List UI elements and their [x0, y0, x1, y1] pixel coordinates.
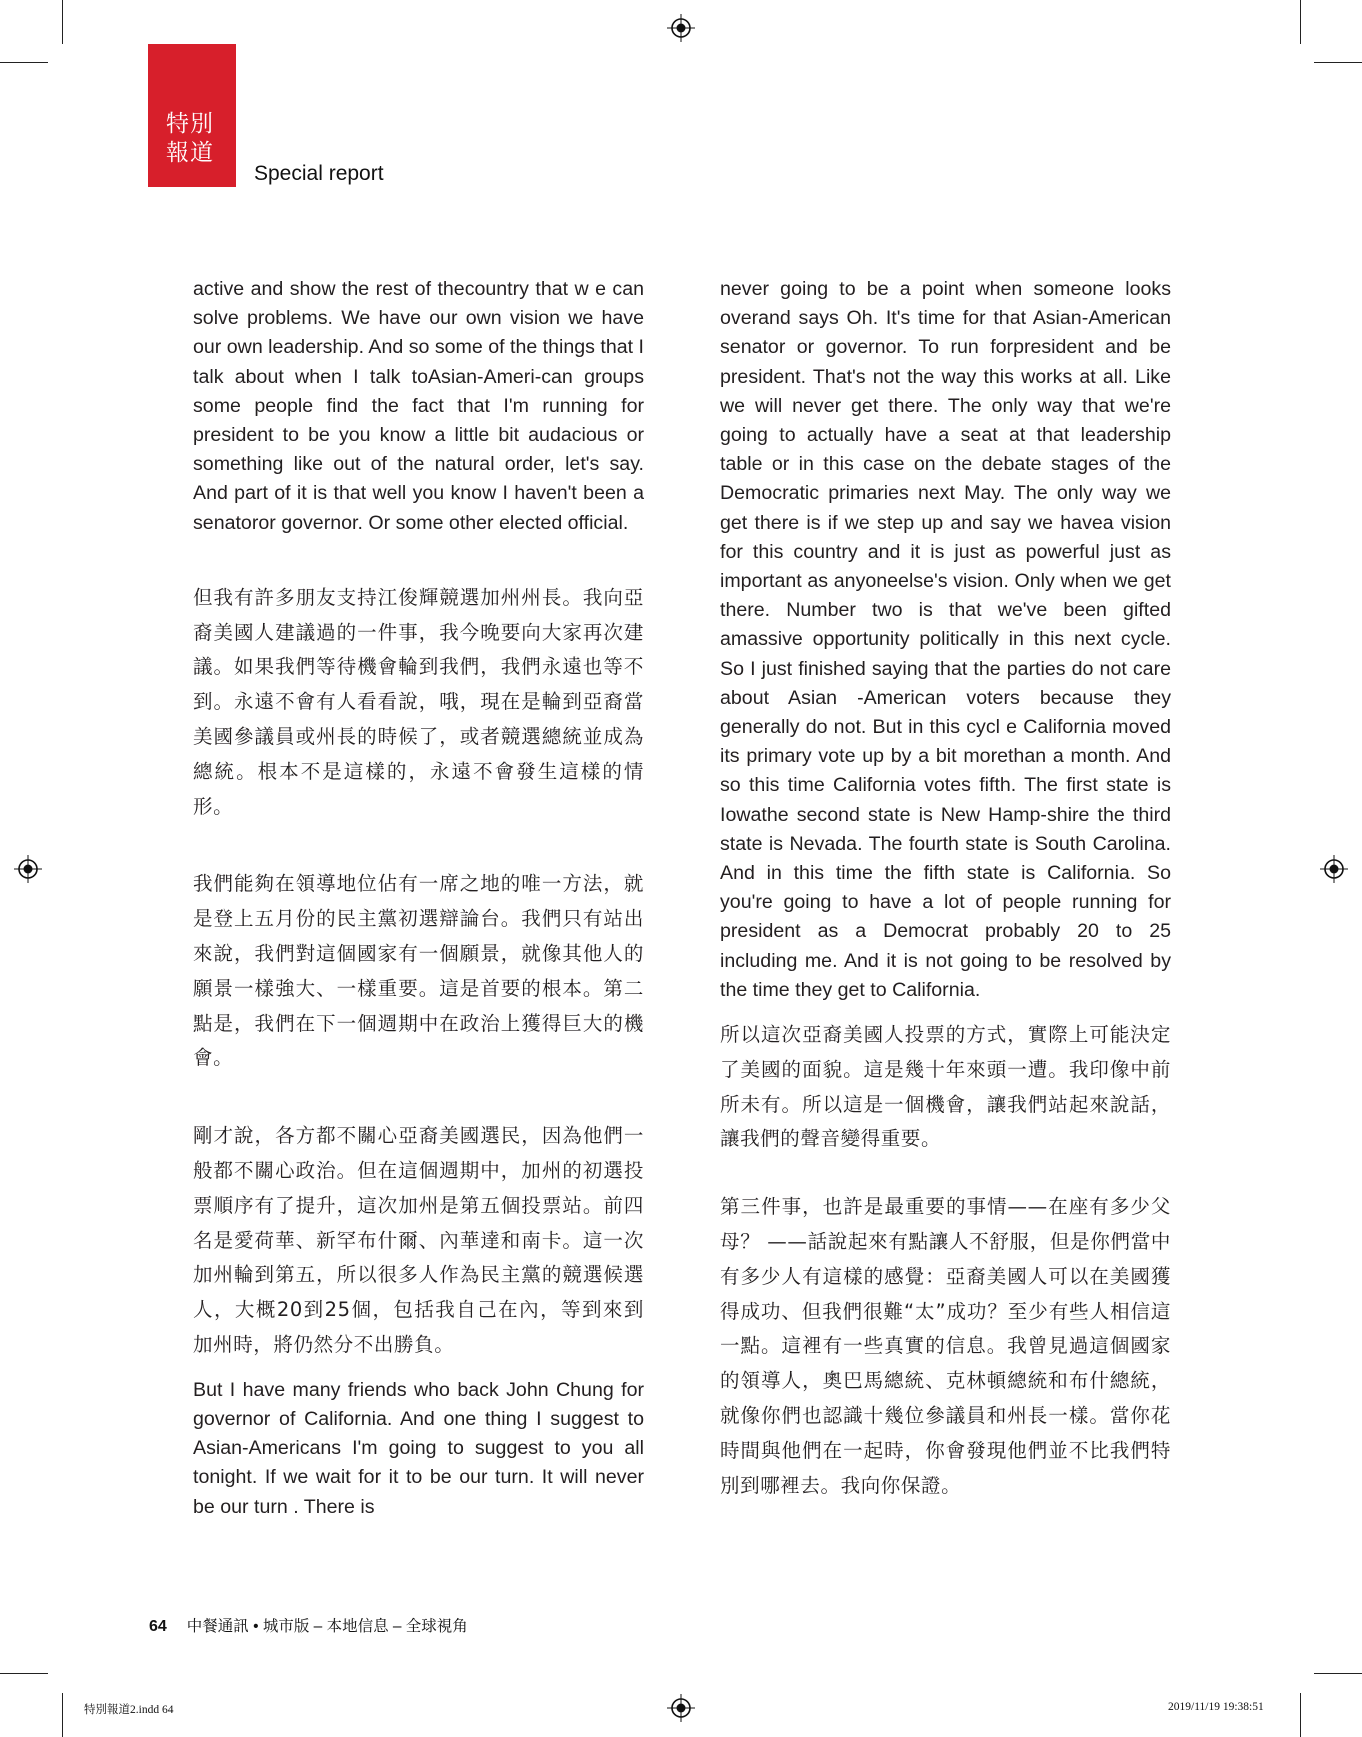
crop-mark [0, 62, 48, 63]
right-column [720, 275, 1171, 1503]
crop-mark [1314, 62, 1362, 63]
page-number: 64 [149, 1618, 167, 1635]
paragraph-zh: 我們能夠在領導地位佔有一席之地的唯一方法，就是登上五月份的民主黨初選辯論台。我們只有站出來說，我們對這個國家有一個願景，就像其他人的願景一樣強大、一樣重要。這是首要的根本。第二點是，我們在下一個週期中在政治上獲得巨大的機會。 [193, 872, 644, 1070]
paragraph-zh: 但我有許多朋友支持江俊輝競選加州州長。我向亞裔美國人建議過的一件事，我今晚要向大家再次建議。如果我們等待機會輪到我們，我們永遠也等不到。永遠不會有人看看說，哦，現在是輪到亞裔當美國參議員或州長的時候了，或者競選總統並成為總統。根本不是這樣的，永遠不會發生這樣的情形。 [193, 585, 644, 818]
crop-mark [1314, 1673, 1362, 1674]
registration-mark-icon [667, 1694, 695, 1722]
registration-mark-icon [14, 855, 42, 883]
paragraph-en: active and show the rest of thecountry that w e can solve problems. We have our own vision we have our own leadership. And so some of the things that I talk about when I talk toAsian-Ameri-can groups some people find the fact that I'm running for president to be you know a little bit audacious or something like out of the natural order, let's say. And part of it is that well you know I haven't been a senatoror governor. Or some other elected official. [193, 278, 644, 534]
section-label: Special report [254, 162, 384, 185]
section-tag-line1: 特別 [166, 111, 214, 137]
paragraph-en: But I have many friends who back John Chung for governor of California. And one thing I suggest to Asian-Americans I'm going to suggest to you all tonight. If we wait for it to be our turn. It will never be our turn . There is [193, 1378, 644, 1518]
paragraph-en: never going to be a point when someone looks overand says Oh. It's time for that Asian-American senator or governor. To run forpresident and be president. That's not the way this works at all. Like we will never get there. The only way that we're going to actually have a seat at that leadership table or in this case on the debate stages of the Democratic primaries next May. The only way we get there is if we step up and say we havea vision for this country and it is just as powerful just as important as anyoneelse's vision. Only when we get there. Number two is that we've been gifted amassive opportunity politically in this next cycle. So I just finished saying that the parties do not care about Asian -American voters because they generally do not. But in this cycl e California moved its primary vote up by a bit morethan a month. And so this time California votes fifth. The first state is Iowathe second state is New Hamp-shire the third state is Nevada. The fourth state is South Carolina. And in this time the fifth state is California. So you're going to have a lot of people running for president as a Democrat probably 20 to 25 including me. And it is not going to be resolved by the time they get to California. [720, 278, 1171, 1001]
crop-mark [62, 1693, 63, 1737]
crop-mark [0, 1673, 48, 1674]
registration-mark-icon [667, 14, 695, 42]
left-column [193, 275, 644, 1522]
section-tag-text [166, 110, 226, 168]
publication-name: 中餐通訊 • 城市版 – 本地信息 – 全球視角 [186, 1618, 468, 1635]
print-slug-time: 2019/11/19 19:38:51 [1168, 1701, 1264, 1713]
section-tag-line2: 報道 [166, 140, 214, 166]
paragraph-zh: 剛才說，各方都不關心亞裔美國選民，因為他們一般都不關心政治。但在這個週期中，加州的初選投票順序有了提升，這次加州是第五個投票站。前四名是愛荷華、新罕布什爾、內華達和南卡。這一次加州輪到第五，所以很多人作為民主黨的競選候選人，大概20到25個，包括我自己在內，等到來到加州時，將仍然分不出勝負。 [193, 1124, 644, 1356]
crop-mark [1300, 1693, 1301, 1737]
crop-mark [1300, 0, 1301, 44]
crop-mark [62, 0, 63, 44]
section-tag [148, 44, 236, 187]
paragraph-zh: 所以這次亞裔美國人投票的方式，實際上可能決定了美國的面貌。這是幾十年來頭一遭。我印像中前所未有。所以這是一個機會，讓我們站起來說話，讓我們的聲音變得重要。 [720, 1023, 1171, 1151]
page-footer [149, 1614, 468, 1636]
paragraph-zh: 第三件事，也許是最重要的事情——在座有多少父母？ ——話說起來有點讓人不舒服，但是你們當中有多少人有這樣的感覺：亞裔美國人可以在美國獲得成功、但我們很難“太”成功？至少有些人相信這一點。這裡有一些真實的信息。我曾見過這個國家的領導人，奧巴馬總統、克林頓總統和布什總統，就像你們也認識十幾位參議員和州長一樣。當你花時間與他們在一起時，你會發現他們並不比我們特別到哪裡去。我向你保證。 [720, 1195, 1171, 1497]
print-slug-file: 特別報道2.indd 64 [84, 1704, 174, 1716]
registration-mark-icon [1320, 855, 1348, 883]
